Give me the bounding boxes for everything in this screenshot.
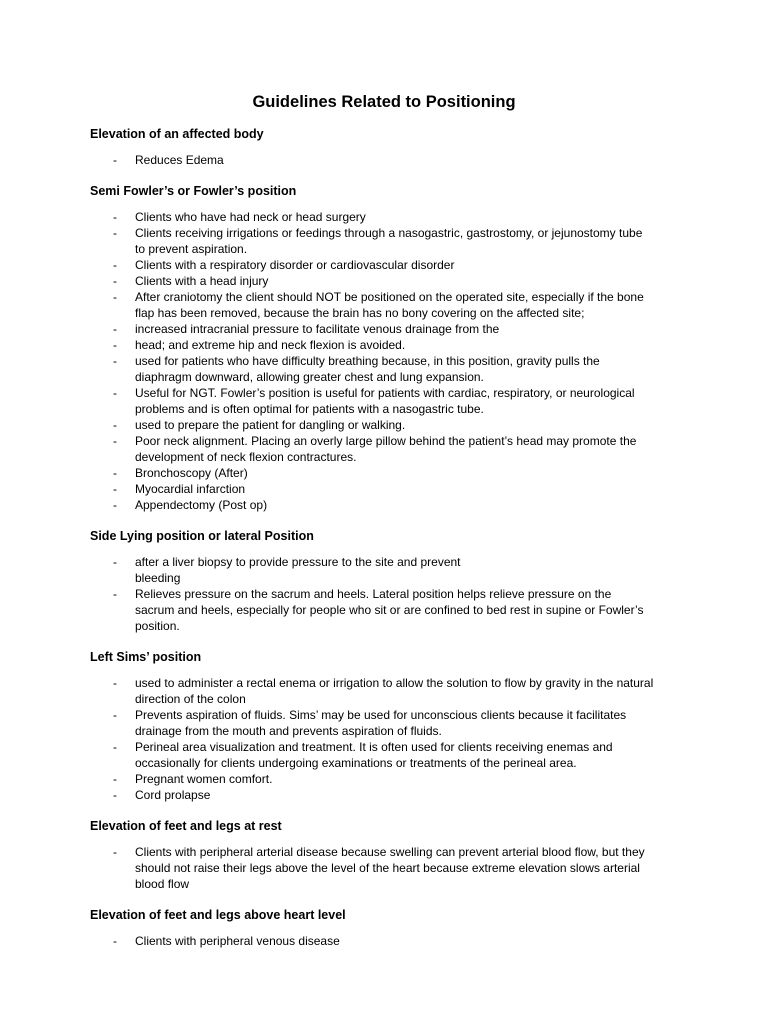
list-item-text: Relieves pressure on the sacrum and heels. Lateral position helps relieve pressure on the sacrum and heels, especially for people who sit or are confined to bed rest in supine or Fowler’s position. xyxy=(135,587,644,633)
bullet-list xyxy=(90,554,678,634)
dash-bullet-icon: - xyxy=(113,740,117,754)
dash-bullet-icon: - xyxy=(113,226,117,240)
dash-bullet-icon: - xyxy=(113,338,117,352)
section xyxy=(90,649,678,803)
sections-container xyxy=(90,126,678,949)
bullet-list xyxy=(90,933,678,949)
list-item-text: Clients receiving irrigations or feedings through a nasogastric, gastrostomy, or jejunostomy tube to prevent aspiration. xyxy=(135,226,643,256)
dash-bullet-icon: - xyxy=(113,210,117,224)
bullet-list xyxy=(90,152,678,168)
section xyxy=(90,126,678,168)
dash-bullet-icon: - xyxy=(113,418,117,432)
dash-bullet-icon: - xyxy=(113,587,117,601)
list-item-text: Clients with peripheral venous disease xyxy=(135,934,340,948)
list-item xyxy=(90,353,678,385)
list-item xyxy=(90,289,678,321)
list-item xyxy=(90,225,678,257)
dash-bullet-icon: - xyxy=(113,788,117,802)
list-item-text: used to prepare the patient for dangling or walking. xyxy=(135,418,406,432)
list-item-text: Clients who have had neck or head surgery xyxy=(135,210,366,224)
document-title: Guidelines Related to Positioning xyxy=(252,93,516,111)
list-item xyxy=(90,385,678,417)
list-item-text: Clients with a respiratory disorder or cardiovascular disorder xyxy=(135,258,455,272)
dash-bullet-icon: - xyxy=(113,934,117,948)
bullet-list xyxy=(90,209,678,513)
dash-bullet-icon: - xyxy=(113,708,117,722)
section xyxy=(90,183,678,513)
dash-bullet-icon: - xyxy=(113,466,117,480)
list-item xyxy=(90,417,678,433)
dash-bullet-icon: - xyxy=(113,676,117,690)
list-item xyxy=(90,321,678,337)
dash-bullet-icon: - xyxy=(113,482,117,496)
list-item xyxy=(90,675,678,707)
list-item-text: increased intracranial pressure to facilitate venous drainage from the xyxy=(135,322,500,336)
dash-bullet-icon: - xyxy=(113,274,117,288)
list-item-text: Pregnant women comfort. xyxy=(135,772,273,786)
list-item-text: Reduces Edema xyxy=(135,153,224,167)
list-item xyxy=(90,586,678,634)
dash-bullet-icon: - xyxy=(113,434,117,448)
section-heading: Side Lying position or lateral Position xyxy=(90,529,314,543)
list-item-text: Cord prolapse xyxy=(135,788,211,802)
list-item-text: head; and extreme hip and neck flexion is avoided. xyxy=(135,338,406,352)
list-item xyxy=(90,152,678,168)
list-item-text: after a liver biopsy to provide pressure to the site and prevent bleeding xyxy=(135,555,461,585)
bullet-list xyxy=(90,675,678,803)
list-item xyxy=(90,707,678,739)
list-item xyxy=(90,273,678,289)
section xyxy=(90,818,678,892)
bullet-list xyxy=(90,844,678,892)
list-item-text: Poor neck alignment. Placing an overly large pillow behind the patient’s head may promote the development of neck flexion contractures. xyxy=(135,434,637,464)
dash-bullet-icon: - xyxy=(113,386,117,400)
list-item-text: Myocardial infarction xyxy=(135,482,246,496)
section-heading: Elevation of feet and legs above heart level xyxy=(90,908,346,922)
list-item xyxy=(90,209,678,225)
section-heading: Left Sims’ position xyxy=(90,650,202,664)
list-item xyxy=(90,481,678,497)
list-item-text: After craniotomy the client should NOT be positioned on the operated site, especially if the bone flap has been removed, because the brain has no bony covering on the affected site; xyxy=(135,290,644,320)
list-item-text: Perineal area visualization and treatment. It is often used for clients receiving enemas and occasionally for clients undergoing examinations or treatments of the perineal area. xyxy=(135,740,613,770)
dash-bullet-icon: - xyxy=(113,845,117,859)
dash-bullet-icon: - xyxy=(113,498,117,512)
list-item-text: Clients with peripheral arterial disease because swelling can prevent arterial blood flow, but they should not raise their legs above the level of the heart because extreme elevation slows arterial blood flow xyxy=(135,845,645,891)
list-item xyxy=(90,933,678,949)
dash-bullet-icon: - xyxy=(113,258,117,272)
list-item xyxy=(90,257,678,273)
dash-bullet-icon: - xyxy=(113,322,117,336)
section xyxy=(90,907,678,949)
dash-bullet-icon: - xyxy=(113,290,117,304)
dash-bullet-icon: - xyxy=(113,555,117,569)
dash-bullet-icon: - xyxy=(113,354,117,368)
list-item xyxy=(90,337,678,353)
section-heading: Semi Fowler’s or Fowler’s position xyxy=(90,184,297,198)
dash-bullet-icon: - xyxy=(113,153,117,167)
list-item-text: used for patients who have difficulty breathing because, in this position, gravity pulls the diaphragm downward, allowing greater chest and lung expansion. xyxy=(135,354,600,384)
list-item-text: Clients with a head injury xyxy=(135,274,269,288)
dash-bullet-icon: - xyxy=(113,772,117,786)
list-item xyxy=(90,433,678,465)
section xyxy=(90,528,678,634)
list-item xyxy=(90,497,678,513)
list-item-text: Prevents aspiration of fluids. Sims’ may be used for unconscious clients because it facilitates drainage from the mouth and prevents aspiration of fluids. xyxy=(135,708,627,738)
list-item-text: Appendectomy (Post op) xyxy=(135,498,268,512)
list-item xyxy=(90,465,678,481)
list-item xyxy=(90,739,678,771)
section-heading: Elevation of an affected body xyxy=(90,127,264,141)
list-item xyxy=(90,844,678,892)
list-item-text: Useful for NGT. Fowler’s position is useful for patients with cardiac, respiratory, or neurological problems and is often optimal for patients with a nasogastric tube. xyxy=(135,386,635,416)
list-item-text: used to administer a rectal enema or irrigation to allow the solution to flow by gravity in the natural direction of the colon xyxy=(135,676,654,706)
list-item xyxy=(90,771,678,787)
list-item xyxy=(90,787,678,803)
section-heading: Elevation of feet and legs at rest xyxy=(90,819,282,833)
list-item xyxy=(90,554,678,586)
list-item-text: Bronchoscopy (After) xyxy=(135,466,248,480)
